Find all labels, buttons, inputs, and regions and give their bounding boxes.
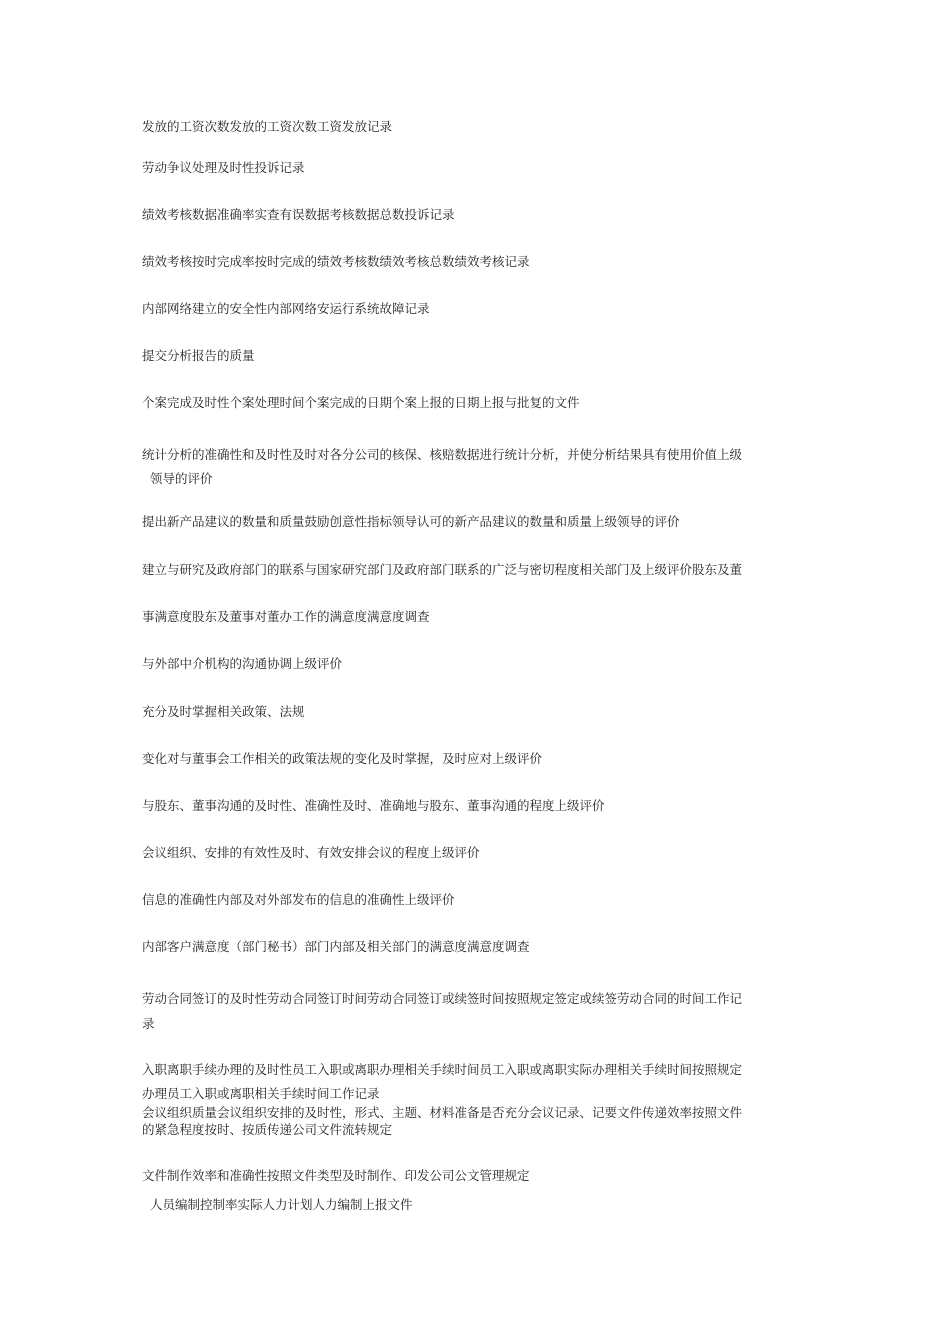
text-line: 入职离职手续办理的及时性员工入职或离职办理相关手续时间员工入职或离职实际办理相关手续时间按照规定 [142, 1062, 743, 1077]
text-line: 会议组织、安排的有效性及时、有效安排会议的程度上级评价 [142, 845, 480, 860]
text-line: 的紧急程度按时、按质传递公司文件流转规定 [142, 1122, 393, 1137]
text-line: 与外部中介机构的沟通协调上级评价 [142, 656, 343, 671]
text-line: 建立与研究及政府部门的联系与国家研究部门及政府部门联系的广泛与密切程度相关部门及上级评价股东及董 [142, 562, 743, 577]
text-line: 提交分析报告的质量 [142, 348, 255, 363]
text-line: 录 [142, 1016, 155, 1031]
text-line: 劳动争议处理及时性投诉记录 [142, 160, 305, 175]
text-line: 领导的评价 [150, 471, 213, 486]
text-line: 事满意度股东及董事对董办工作的满意度满意度调查 [142, 609, 430, 624]
text-line: 内部网络建立的安全性内部网络安运行系统故障记录 [142, 301, 430, 316]
text-line: 办理员工入职或离职相关手续时间工作记录 [142, 1086, 380, 1101]
text-line: 发放的工资次数发放的工资次数工资发放记录 [142, 119, 393, 134]
text-line: 劳动合同签订的及时性劳动合同签订时间劳动合同签订或续签时间按照规定签定或续签劳动合同的时间工作记 [142, 991, 743, 1006]
text-line: 文件制作效率和准确性按照文件类型及时制作、印发公司公文管理规定 [142, 1168, 530, 1183]
text-line: 个案完成及时性个案处理时间个案完成的日期个案上报的日期上报与批复的文件 [142, 395, 580, 410]
text-line: 绩效考核数据准确率实查有误数据考核数据总数投诉记录 [142, 207, 455, 222]
text-line: 信息的准确性内部及对外部发布的信息的准确性上级评价 [142, 892, 455, 907]
text-line: 人员编制控制率实际人力计划人力编制上报文件 [150, 1197, 413, 1212]
text-line: 会议组织质量会议组织安排的及时性，形式、主题、材料准备是否充分会议记录、记要文件传递效率按照文件 [142, 1105, 743, 1120]
text-line: 提出新产品建议的数量和质量鼓励创意性指标领导认可的新产品建议的数量和质量上级领导的评价 [142, 514, 680, 529]
text-line: 与股东、董事沟通的及时性、准确性及时、准确地与股东、董事沟通的程度上级评价 [142, 798, 605, 813]
text-line: 统计分析的准确性和及时性及时对各分公司的核保、核赔数据进行统计分析，并使分析结果具有使用价值上级 [142, 447, 743, 462]
text-line: 变化对与董事会工作相关的政策法规的变化及时掌握，及时应对上级评价 [142, 751, 543, 766]
text-line: 内部客户满意度（部门秘书）部门内部及相关部门的满意度满意度调查 [142, 939, 530, 954]
text-line: 绩效考核按时完成率按时完成的绩效考核数绩效考核总数绩效考核记录 [142, 254, 530, 269]
text-line: 充分及时掌握相关政策、法规 [142, 704, 305, 719]
